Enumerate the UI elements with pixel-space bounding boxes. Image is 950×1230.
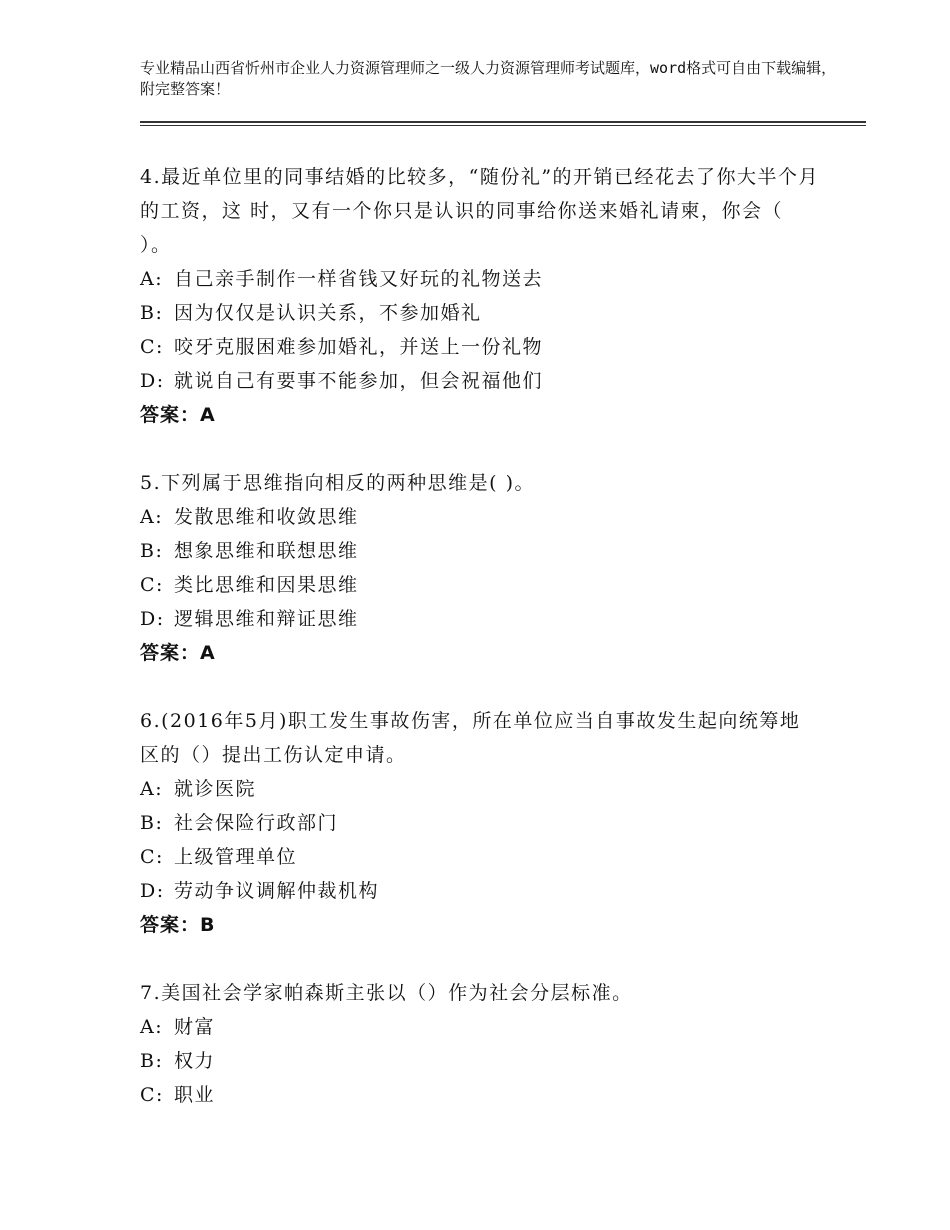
option-letter: A: [140, 506, 164, 528]
option-text: 财富 [174, 1016, 216, 1038]
option-b [140, 1044, 820, 1078]
option-a [140, 500, 820, 534]
option-letter: A: [140, 268, 164, 290]
option-text: 逻辑思维和辩证思维 [174, 608, 359, 630]
answer-label: 答案： [140, 642, 201, 664]
option-letter: B: [140, 812, 164, 834]
option-c [140, 568, 820, 602]
option-letter: C: [140, 1084, 164, 1106]
option-a [140, 1010, 820, 1044]
option-text: 想象思维和联想思维 [174, 540, 359, 562]
option-text: 上级管理单位 [174, 846, 298, 868]
option-a [140, 772, 820, 806]
answer-value: B [200, 914, 216, 936]
option-text: 类比思维和因果思维 [174, 574, 359, 596]
question-6 [140, 704, 820, 942]
document-header: 专业精品山西省忻州市企业人力资源管理师之一级人力资源管理师考试题库，word格式可自由下载编辑，附完整答案！ [140, 59, 837, 98]
option-text: 权力 [174, 1050, 216, 1072]
question-text: 7.美国社会学家帕森斯主张以（）作为社会分层标准。 [140, 982, 633, 1004]
question-4 [140, 160, 820, 432]
question-text: 4.最近单位里的同事结婚的比较多，“随份礼”的开销已经花去了你大半个月的工资，这 时，又有一个你只是认识的同事给你送来婚礼请柬，你会（ ）。 [140, 166, 820, 256]
option-letter: B: [140, 540, 164, 562]
option-letter: B: [140, 302, 164, 324]
option-d [140, 874, 820, 908]
option-c [140, 840, 820, 874]
option-b [140, 806, 820, 840]
option-a [140, 262, 820, 296]
option-text: 自己亲手制作一样省钱又好玩的礼物送去 [174, 268, 544, 290]
question-5 [140, 466, 820, 670]
option-letter: C: [140, 846, 164, 868]
header-divider-thick [140, 121, 866, 123]
option-b [140, 534, 820, 568]
question-text: 6.(2016年5月)职工发生事故伤害，所在单位应当自事故发生起向统筹地区的（）提出工伤认定申请。 [140, 710, 801, 766]
option-d [140, 364, 820, 398]
answer-line [140, 636, 820, 670]
answer-line [140, 398, 820, 432]
option-letter: C: [140, 336, 164, 358]
option-text: 劳动争议调解仲裁机构 [174, 880, 380, 902]
option-text: 发散思维和收敛思维 [174, 506, 359, 528]
option-c [140, 330, 820, 364]
question-text: 5.下列属于思维指向相反的两种思维是( )。 [140, 472, 535, 494]
question-7 [140, 976, 820, 1112]
option-text: 社会保险行政部门 [174, 812, 339, 834]
answer-line [140, 908, 820, 942]
option-text: 就诊医院 [174, 778, 257, 800]
answer-label: 答案： [140, 914, 201, 936]
option-c [140, 1078, 820, 1112]
option-b [140, 296, 820, 330]
option-letter: D: [140, 370, 165, 392]
option-letter: B: [140, 1050, 164, 1072]
option-text: 咬牙克服困难参加婚礼，并送上一份礼物 [174, 336, 544, 358]
option-letter: D: [140, 608, 165, 630]
answer-value: A [200, 404, 216, 426]
option-text: 因为仅仅是认识关系，不参加婚礼 [174, 302, 482, 324]
answer-value: A [200, 642, 216, 664]
option-letter: A: [140, 1016, 164, 1038]
question-list [140, 160, 820, 1146]
option-text: 职业 [174, 1084, 216, 1106]
option-letter: C: [140, 574, 164, 596]
option-text: 就说自己有要事不能参加，但会祝福他们 [174, 370, 544, 392]
answer-label: 答案： [140, 404, 201, 426]
option-letter: A: [140, 778, 164, 800]
option-d [140, 602, 820, 636]
option-letter: D: [140, 880, 165, 902]
header-divider-thin [140, 125, 866, 126]
